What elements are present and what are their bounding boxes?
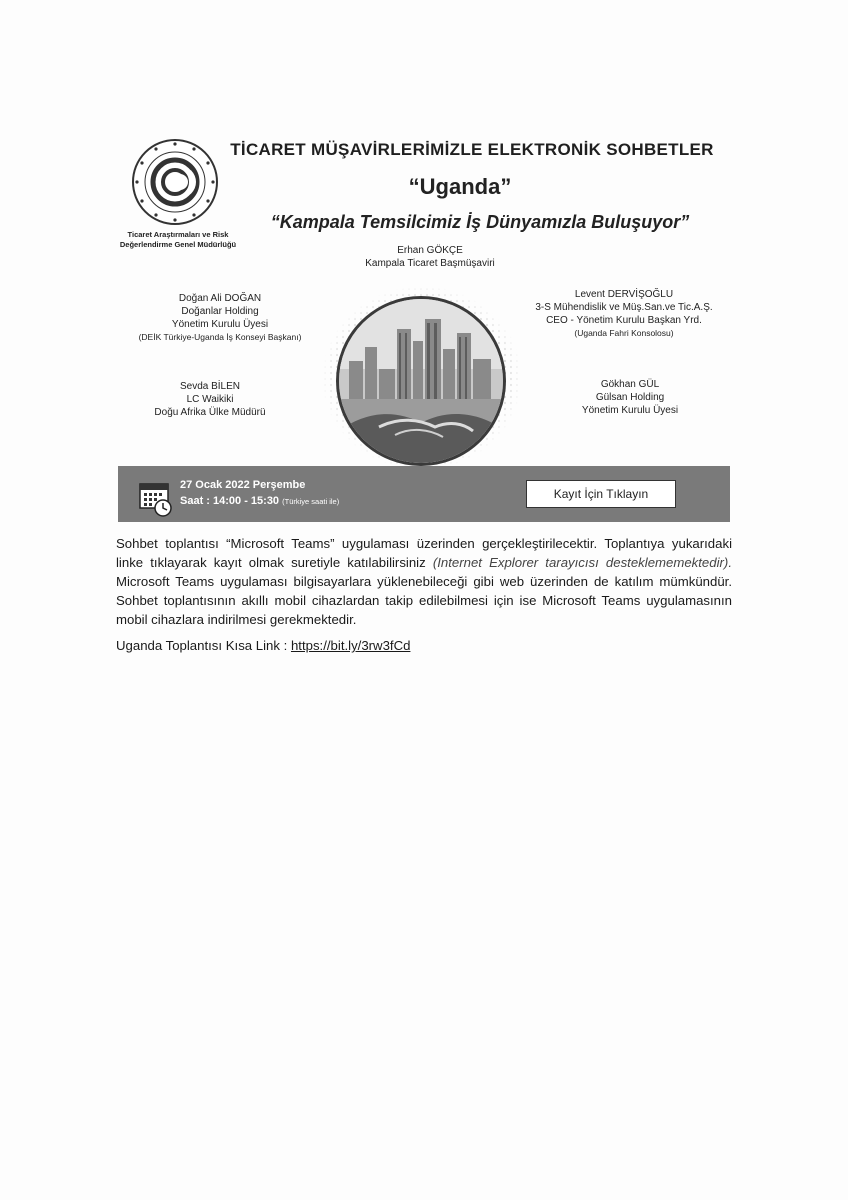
speaker-company: Doğanlar Holding: [181, 306, 259, 317]
event-date: 27 Ocak 2022 Perşembe: [180, 479, 306, 491]
speaker-title: Yönetim Kurulu Üyesi: [171, 319, 269, 330]
speaker-center: [330, 244, 530, 270]
city-handshake-image: [336, 296, 506, 466]
calendar-clock-icon: [138, 478, 174, 518]
short-link[interactable]: https://bit.ly/3rw3fCd: [290, 638, 411, 653]
short-link-label: Uganda Toplantısı Kısa Link :: [116, 638, 291, 653]
body-paragraph: [116, 534, 732, 629]
ministry-seal-icon: [131, 138, 219, 226]
speaker-note: (DEİK Türkiye-Uganda İş Konseyi Başkanı): [138, 332, 302, 342]
speaker-right-bottom: [540, 378, 720, 417]
event-time-value: Saat : 14:00 - 15:30: [180, 495, 280, 507]
speaker-right-top: [508, 288, 740, 340]
speaker-title: CEO - Yönetim Kurulu Başkan Yrd.: [546, 315, 702, 326]
short-link-line: [116, 638, 410, 653]
speaker-company: 3-S Mühendislik ve Müş.San.ve Tic.A.Ş.: [535, 302, 713, 313]
speaker-title: Yönetim Kurulu Üyesi: [581, 405, 679, 416]
logo-caption-line2: Değerlendirme Genel Müdürlüğü: [119, 240, 237, 249]
page-title: TİCARET MÜŞAVİRLERİMİZLE ELEKTRONİK SOHBETLER: [230, 140, 714, 159]
speaker-name: Levent DERVİŞOĞLU: [574, 289, 674, 300]
register-button[interactable]: Kayıt İçin Tıklayın: [526, 480, 676, 508]
logo-caption-line1: Ticaret Araştırmaları ve Risk: [127, 230, 229, 239]
event-time: [180, 495, 339, 507]
speaker-title: Kampala Ticaret Başmüşaviri: [365, 258, 495, 269]
event-timezone: (Türkiye saati ile): [282, 497, 340, 506]
body-text-2: Microsoft Teams uygulaması bilgisayarlara yüklenebileceği gibi web üzerinden de katılım mümkündür. Sohbet toplantısının akıllı mobil cihazlardan takip edilebilmesi için ise Microsoft Teams uygulamasının mobil cihazlara indirilmesi gerekmektedir.: [116, 574, 732, 627]
country-title: “Uganda”: [408, 174, 512, 199]
logo-caption: [108, 230, 248, 250]
speaker-left-bottom: [120, 380, 300, 419]
speaker-name: Erhan GÖKÇE: [397, 245, 463, 256]
speaker-left-top: [110, 292, 330, 344]
speaker-name: Doğan Ali DOĞAN: [178, 293, 262, 304]
speaker-note: (Uganda Fahri Konsolosu): [574, 328, 674, 338]
body-text-1: Sohbet toplantısı “Microsoft Teams” uygulaması üzerinden gerçekleştirilecektir. Toplantıya yukarıdaki linke tıklayarak kayıt olmak suretiyle katılabilirsiniz: [116, 536, 732, 570]
browser-note: (Internet Explorer tarayıcısı desteklememektedir).: [432, 555, 732, 570]
speaker-title: Doğu Afrika Ülke Müdürü: [154, 407, 266, 418]
speaker-company: LC Waikiki: [186, 394, 234, 405]
speaker-name: Gökhan GÜL: [600, 379, 660, 390]
tagline: “Kampala Temsilcimiz İş Dünyamızla Buluşuyor”: [270, 212, 690, 232]
speaker-company: Gülsan Holding: [595, 392, 665, 403]
speaker-name: Sevda BİLEN: [179, 381, 241, 392]
